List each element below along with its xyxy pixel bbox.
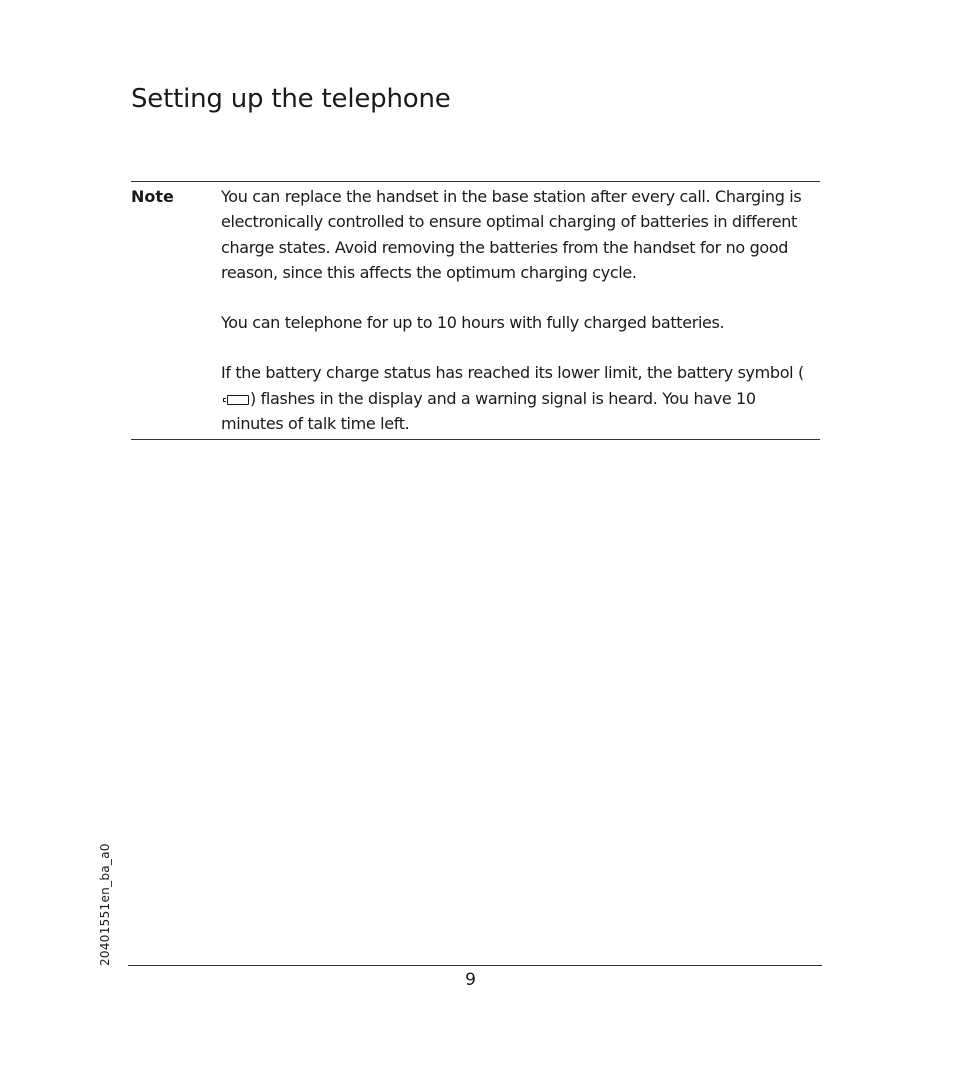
bottom-divider (131, 439, 820, 440)
low-battery-text-end: ) flashes in the display and a warning signal is heard. You have 10 minutes of talk time left. (221, 388, 756, 434)
top-divider (131, 181, 820, 182)
footer-divider (128, 965, 822, 966)
page-number: 9 (465, 970, 476, 990)
note-label: Note (131, 187, 174, 206)
page-title: Setting up the telephone (131, 84, 451, 114)
document-code: 20401551en_ba_a0 (98, 843, 112, 966)
note-body (221, 184, 816, 436)
battery-icon (227, 395, 249, 405)
note-paragraph-talk-time: You can telephone for up to 10 hours with fully charged batteries. (221, 313, 725, 333)
note-paragraph-charging: You can replace the handset in the base station after every call. Charging is electronically controlled to ensure optimal charging of batteries in different charge states. Avoid removing the batteries from the handset for no good reason, since this affects the optimum charging cycle. (221, 187, 802, 282)
note-paragraph-low-battery (221, 360, 816, 436)
low-battery-text-start: If the battery charge status has reached its lower limit, the battery symbol ( (221, 363, 804, 383)
